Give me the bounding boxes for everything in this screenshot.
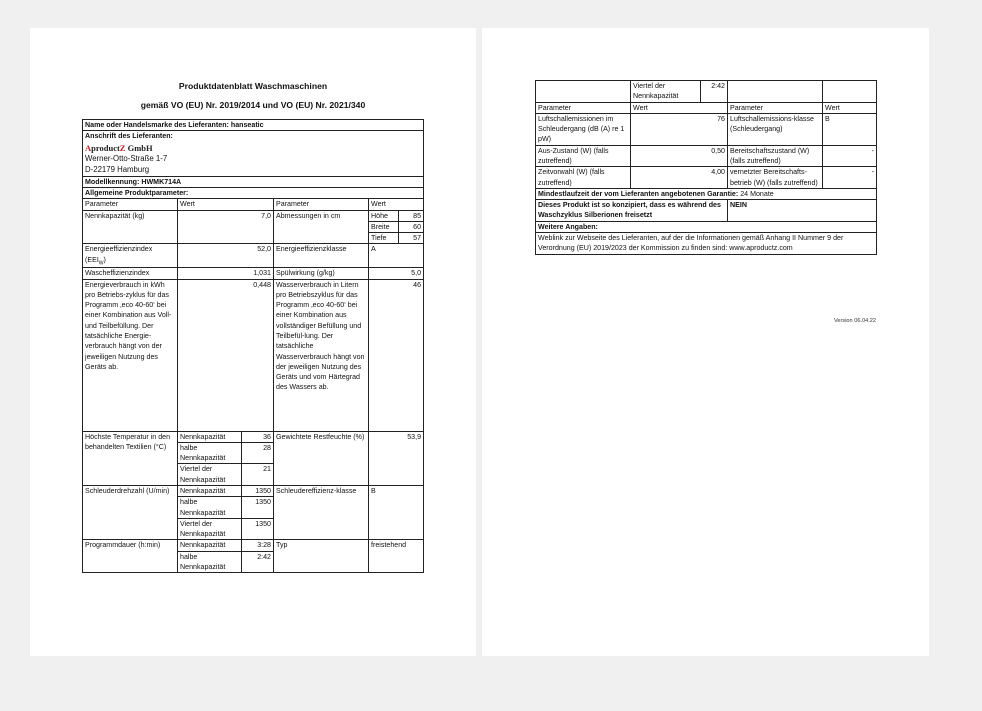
eei-label: Energieeffizienzindex $(EEI_W)$	[83, 244, 178, 268]
product-datasheet-table	[82, 119, 424, 573]
wash-efficiency-value: 1,031	[178, 268, 274, 279]
header-row	[536, 102, 877, 113]
empty-cell	[823, 81, 877, 103]
height-value: 85	[399, 210, 424, 221]
col-param: Parameter	[536, 102, 631, 113]
spin-class-value: B	[369, 486, 424, 540]
duration-full-value: 3:28	[242, 540, 274, 551]
delay-start-label: Zeitvorwahl (W) (falls zutreffend)	[536, 167, 631, 189]
delay-start-value: 4,00	[631, 167, 728, 189]
eei-value: 52,0	[178, 244, 274, 268]
col-value: Wert	[823, 102, 877, 113]
off-mode-label: Aus-Zustand (W) (falls zutreffend)	[536, 145, 631, 167]
supplier-logo: AproductZ GmbH	[85, 142, 153, 153]
energy-class-value: A	[369, 244, 424, 268]
document-page-1	[30, 28, 476, 656]
further-info-label: Weitere Angaben:	[536, 221, 877, 232]
nominal-label: Nennkapazität	[178, 431, 242, 442]
spin-full-value: 1350	[242, 486, 274, 497]
energy-class-label: Energieeffizienzklasse	[274, 244, 369, 268]
col-param: Parameter	[83, 199, 178, 210]
spin-class-label: Schleudereffizienz-klasse	[274, 486, 369, 540]
supplier-city: D-22179 Hamburg	[85, 164, 150, 174]
moisture-value: 53,9	[369, 431, 424, 485]
half-label: halbe Nennkapazität	[178, 442, 242, 464]
model-row: Modellkennung: HWMK714A	[83, 176, 424, 187]
silver-ions-value: NEIN	[728, 200, 877, 222]
networked-standby-value: -	[823, 167, 877, 189]
type-value: freistehend	[369, 540, 424, 573]
spin-quarter-value: 1350	[242, 518, 274, 540]
standby-label: Bereitschaftszustand (W) (falls zutreffend)	[728, 145, 823, 167]
version-label: Version 06.04.22	[834, 318, 876, 324]
silver-ions-label: Dieses Produkt ist so konzipiert, dass es während des Waschzyklus Silberionen freisetzt	[536, 200, 728, 222]
capacity-value: 7,0	[178, 210, 274, 244]
noise-value: 76	[631, 113, 728, 145]
max-temp-label: Höchste Temperatur in den behandelten Textilien (°C)	[83, 431, 178, 485]
wash-efficiency-label: Wascheffizienzindex	[83, 268, 178, 279]
standby-value: -	[823, 145, 877, 167]
quarter-label: Viertel der Nennkapazität	[631, 81, 701, 103]
width-value: 60	[399, 221, 424, 232]
networked-standby-label: vernetzter Bereitschafts-betrieb (W) (falls zutreffend)	[728, 167, 823, 189]
half-label: halbe Nennkapazität	[178, 497, 242, 519]
empty-cell	[536, 81, 631, 103]
col-value: Wert	[369, 199, 424, 210]
supplier-street: Werner-Otto-Straße 1-7	[85, 153, 168, 163]
energy-consumption-value: 0,448	[178, 279, 274, 431]
quarter-label: Viertel der Nennkapazität	[178, 464, 242, 486]
duration-label: Programmdauer (h:min)	[83, 540, 178, 573]
noise-class-label: Luftschallemissions-klasse (Schleudergang)	[728, 113, 823, 145]
type-label: Typ	[274, 540, 369, 573]
duration-half-value: 2:42	[242, 551, 274, 573]
half-label: halbe Nennkapazität	[178, 551, 242, 573]
empty-cell	[728, 81, 823, 103]
duration-quarter-value: 2:42	[701, 81, 728, 103]
document-subtitle: gemäß VO (EU) Nr. 2019/2014 und VO (EU) Nr. 2021/340	[140, 100, 366, 110]
water-consumption-label: Wasserverbrauch in Litern pro Betriebszyklus für das Programm ‚eco 40-60‘ bei einer Kombination aus vollständiger Befüllung und Teilbefül-lung. Der tatsächliche Wasserverbrauch hängt von der jeweiligen Nutzung des Geräts und vom Härtegrad des Wassers ab.	[274, 279, 369, 431]
capacity-label: Nennkapazität (kg)	[83, 210, 178, 244]
col-value: Wert	[178, 199, 274, 210]
moisture-label: Gewichtete Restfeuchte (%)	[274, 431, 369, 485]
water-consumption-value: 46	[369, 279, 424, 431]
supplier-address-cell	[83, 131, 424, 176]
col-param: Parameter	[274, 199, 369, 210]
temp-full-value: 36	[242, 431, 274, 442]
document-title: Produktdatenblatt Waschmaschinen	[178, 81, 328, 91]
col-value: Wert	[631, 102, 728, 113]
energy-consumption-label: Energieverbrauch in kWh pro Betriebs-zyklus für das Programm ‚eco 40-60‘ bei einer Kombination aus Voll- und Teilbefüllung. Der tatsächliche Energie-verbrauch hängt von der jeweiligen Nutzung des Geräts ab.	[83, 279, 178, 431]
header-row	[83, 199, 424, 210]
nominal-label: Nennkapazität	[178, 540, 242, 551]
brand-row: Name oder Handelsmarke des Lieferanten: hanseatic	[83, 120, 424, 131]
off-mode-value: 0,50	[631, 145, 728, 167]
weblink-text: Weblink zur Webseite des Lieferanten, auf der die Informationen gemäß Anhang II Nummer 9 der Verordnung (EU) 2019/2023 der Kommission zu finden sind: www.aproductz.com	[536, 232, 877, 254]
noise-label: Luftschallemissionen im Schleudergang (dB (A) re 1 pW)	[536, 113, 631, 145]
depth-value: 57	[399, 233, 424, 244]
nominal-label: Nennkapazität	[178, 486, 242, 497]
temp-half-value: 28	[242, 442, 274, 464]
warranty-row: Mindestlaufzeit der vom Lieferanten angebotenen Garantie: 24 Monate	[536, 188, 877, 199]
temp-quarter-value: 21	[242, 464, 274, 486]
spin-half-value: 1350	[242, 497, 274, 519]
product-datasheet-table-continued	[535, 80, 877, 255]
general-params-row: Allgemeine Produktparameter:	[83, 187, 424, 198]
supplier-label: Anschrift des Lieferanten:	[85, 132, 173, 141]
height-label: Höhe	[369, 210, 399, 221]
rinse-label: Spülwirkung (g/kg)	[274, 268, 369, 279]
dimensions-label: Abmessungen in cm	[274, 210, 369, 244]
rinse-value: 5,0	[369, 268, 424, 279]
col-param: Parameter	[728, 102, 823, 113]
width-label: Breite	[369, 221, 399, 232]
depth-label: Tiefe	[369, 233, 399, 244]
spin-label: Schleuderdrehzahl (U/min)	[83, 486, 178, 540]
noise-class-value: B	[823, 113, 877, 145]
quarter-label: Viertel der Nennkapazität	[178, 518, 242, 540]
document-page-2	[482, 28, 929, 656]
